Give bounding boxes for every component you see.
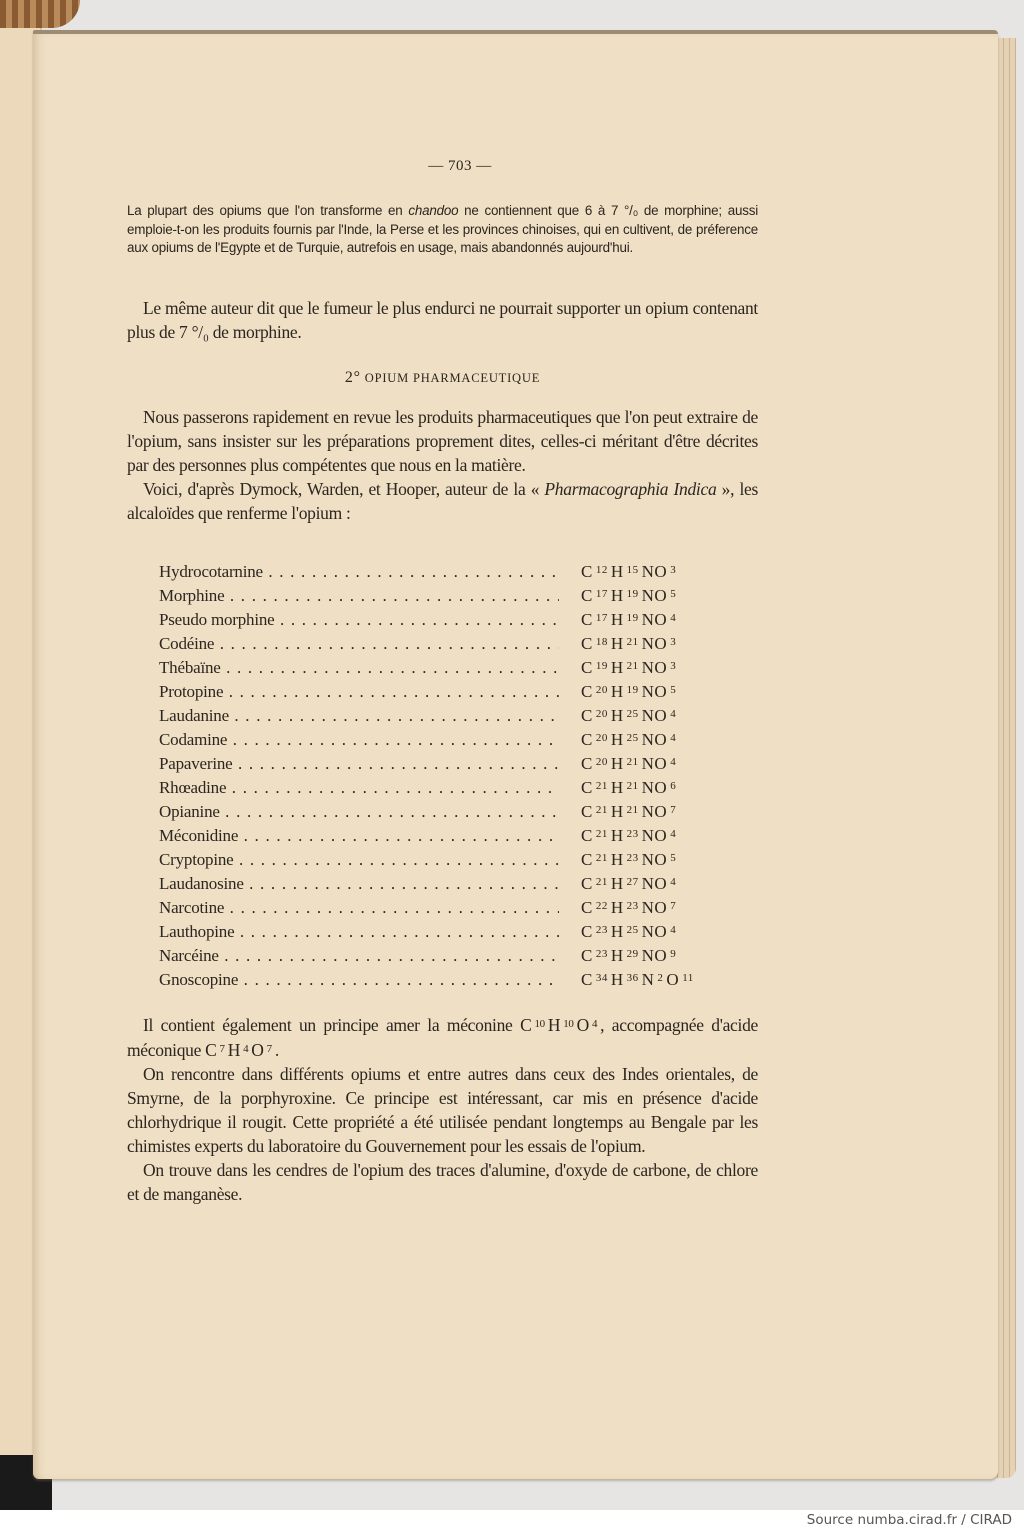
carbon-count: 34 [595, 972, 608, 984]
page-number: — 703 — [428, 158, 492, 174]
alkaloid-formula: C $^{12}$ H $^{15}$ NO $^3$ [581, 562, 677, 581]
carbon-count: 18 [595, 636, 608, 648]
alkaloid-row [159, 682, 759, 706]
carbon-count: 19 [595, 660, 608, 672]
hydrogen-count: 27 [626, 876, 639, 888]
section-number: 2° [344, 369, 361, 386]
alkaloid-row [159, 778, 759, 802]
carbon-count: 21 [595, 804, 608, 816]
source-credit: Source numba.cirad.fr / CIRAD [806, 1512, 1012, 1528]
alkaloid-row [159, 850, 759, 874]
hydrogen-count: 4 [243, 1043, 249, 1055]
quote-text-end: ne contiennent que 6 à 7 °/₀ de morphine; aussi emploie-t-on les produits fournis par l'Inde, la Perse et les provinces chinoises, qui en cultivent, de préference aux opiums de l'Egypte et de Turquie, autrefois en usage, mais abandonnés aujourd'hui. [127, 203, 758, 255]
hydrogen-count: 23 [626, 852, 639, 864]
hydrogen-count: 15 [626, 564, 639, 576]
alkaloid-name: Codéine . . . [159, 634, 559, 654]
meconic-acid-formula: C $^7$ H $^4$ O $^7$ [205, 1040, 272, 1060]
oxygen-count: 4 [670, 828, 677, 840]
oxygen-count: 7 [670, 900, 677, 912]
carbon-count: 23 [595, 948, 608, 960]
alkaloid-name: Méconidine . . . [159, 826, 559, 846]
alkaloid-row [159, 658, 759, 682]
oxygen-count: 4 [670, 732, 677, 744]
alkaloid-name: Pseudo morphine . . . [159, 610, 559, 630]
oxygen-count: 4 [670, 876, 677, 888]
paragraph-5: On rencontre dans différents opiums et entre autres dans ceux des Indes orientales, de Smyrne, de la porphyroxine. Ce principe est intéressant, car mis en présence d'acide chlorhydrique il rougit. Cette propriété a été utilisée pendant longtemps au Bengale par les chimistes experts du laboratoire du Gouvernement pour les essais de l'opium. [127, 1064, 758, 1156]
hydrogen-count: 29 [626, 948, 639, 960]
alkaloid-name: Narcéine . . . [159, 946, 559, 966]
alkaloid-name: Thébaïne . . . [159, 658, 559, 678]
alkaloid-row [159, 802, 759, 826]
hydrogen-count: 23 [626, 828, 639, 840]
alkaloid-row [159, 874, 759, 898]
body-block-1 [127, 405, 758, 525]
oxygen-count: 4 [670, 756, 677, 768]
paragraph-4-text-c: . [274, 1040, 279, 1060]
carbon-count: 23 [595, 924, 608, 936]
alkaloid-formula: C $^{20}$ H $^{25}$ NO $^4$ [581, 706, 677, 725]
paragraph-4 [127, 1012, 758, 1062]
oxygen-count: 3 [670, 660, 677, 672]
carbon-count: 20 [595, 684, 608, 696]
alkaloid-name: Papaverine . . . [159, 754, 559, 774]
hydrogen-count: 21 [626, 636, 639, 648]
carbon-count: 7 [219, 1043, 225, 1055]
alkaloid-row [159, 562, 759, 586]
alkaloid-formula: C $^{21}$ H $^{21}$ NO $^7$ [581, 802, 677, 821]
alkaloid-name: Cryptopine . . . [159, 850, 559, 870]
alkaloid-row [159, 634, 759, 658]
paragraph-6: On trouve dans les cendres de l'opium des traces d'alumine, d'oxyde de carbone, de chlore et de manganèse. [127, 1160, 758, 1204]
paragraph-3-start: Voici, d'après Dymock, Warden, et Hooper, auteur de la « [143, 479, 545, 499]
alkaloid-name: Morphine . . . [159, 586, 559, 606]
hydrogen-count: 19 [626, 684, 639, 696]
hydrogen-count: 19 [626, 588, 639, 600]
alkaloid-row [159, 610, 759, 634]
carbon-count: 21 [595, 852, 608, 864]
carbon-count: 21 [595, 876, 608, 888]
hydrogen-count: 36 [626, 972, 639, 984]
alkaloid-row [159, 706, 759, 730]
oxygen-count: 5 [670, 588, 677, 600]
meconine-formula: C $^{10}$ H $^{10}$ O $^4$ [520, 1015, 598, 1035]
oxygen-count: 7 [266, 1043, 272, 1055]
alkaloid-name: Rhœadine . . . [159, 778, 559, 798]
alkaloid-formula: C $^{23}$ H $^{25}$ NO $^4$ [581, 922, 677, 941]
alkaloid-name: Lauthopine . . . [159, 922, 559, 942]
oxygen-count: 4 [670, 924, 677, 936]
carbon-count: 22 [595, 900, 608, 912]
body-block-2 [127, 1012, 758, 1206]
oxygen-count: 5 [670, 684, 677, 696]
alkaloid-row [159, 922, 759, 946]
alkaloid-formula: C $^{20}$ H $^{21}$ NO $^4$ [581, 754, 677, 773]
section-label: OPIUM PHARMACEUTIQUE [364, 371, 541, 385]
quote-italic-term: chandoo [408, 203, 459, 218]
paragraph-3 [127, 477, 758, 525]
alkaloid-row [159, 826, 759, 850]
hydrogen-count: 25 [626, 924, 639, 936]
quote-text-start: La plupart des opiums que l'on transforme en [127, 203, 409, 218]
alkaloid-formula: C $^{19}$ H $^{21}$ NO $^3$ [581, 658, 677, 677]
alkaloid-name: Gnoscopine . . . [159, 970, 559, 990]
alkaloid-name: Protopine . . . [159, 682, 559, 702]
carbon-count: 10 [534, 1018, 545, 1030]
hydrogen-count: 25 [626, 732, 639, 744]
alkaloid-name: Opianine . . . [159, 802, 559, 822]
alkaloid-table [159, 562, 759, 994]
oxygen-count: 4 [670, 708, 677, 720]
carbon-count: 20 [595, 708, 608, 720]
paragraph-4-text-a: Il contient également un principe amer la méconine [143, 1015, 521, 1035]
book-title-italic: Pharmacographia Indica [544, 479, 717, 499]
alkaloid-name: Codamine . . . [159, 730, 559, 750]
alkaloid-formula: C $^{21}$ H $^{21}$ NO $^6$ [581, 778, 677, 797]
oxygen-count: 11 [682, 972, 694, 984]
alkaloid-formula: C $^{20}$ H $^{25}$ NO $^4$ [581, 730, 677, 749]
oxygen-count: 6 [670, 780, 677, 792]
alkaloid-name: Narcotine . . . [159, 898, 559, 918]
alkaloid-name: Laudanosine . . . [159, 874, 559, 894]
nitrogen-count: 2 [657, 972, 664, 984]
hydrogen-count: 19 [626, 612, 639, 624]
alkaloid-row [159, 586, 759, 610]
hydrogen-count: 21 [626, 660, 639, 672]
alkaloid-row [159, 730, 759, 754]
section-heading [127, 369, 758, 387]
carbon-count: 17 [595, 612, 608, 624]
quoted-paragraph [127, 202, 758, 258]
alkaloid-formula: C $^{17}$ H $^{19}$ NO $^5$ [581, 586, 677, 605]
oxygen-count: 7 [670, 804, 677, 816]
paragraph-3-end: », les alcaloïdes que renferme l'opium : [127, 479, 759, 523]
alkaloid-formula: C $^{18}$ H $^{21}$ NO $^3$ [581, 634, 677, 653]
alkaloid-formula: C $^{34}$ H $^{36}$ N $^2$ O $^{11}$ [581, 970, 694, 989]
oxygen-count: 3 [670, 636, 677, 648]
alkaloid-name: Hydrocotarnine . . . [159, 562, 559, 582]
alkaloid-row [159, 946, 759, 970]
carbon-count: 17 [595, 588, 608, 600]
paragraph-4-text-b: , accompagnée d'acide méconique [127, 1015, 758, 1060]
carbon-count: 12 [595, 564, 608, 576]
alkaloid-formula: C $^{21}$ H $^{23}$ NO $^4$ [581, 826, 677, 845]
alkaloid-name: Laudanine . . . [159, 706, 559, 726]
alkaloid-formula: C $^{21}$ H $^{23}$ NO $^5$ [581, 850, 677, 869]
carbon-count: 20 [595, 732, 608, 744]
alkaloid-formula: C $^{22}$ H $^{23}$ NO $^7$ [581, 898, 677, 917]
carbon-count: 21 [595, 828, 608, 840]
alkaloid-row [159, 898, 759, 922]
oxygen-count: 3 [670, 564, 677, 576]
hydrogen-count: 23 [626, 900, 639, 912]
oxygen-count: 4 [670, 612, 677, 624]
hydrogen-count: 21 [626, 804, 639, 816]
carbon-count: 20 [595, 756, 608, 768]
alkaloid-formula: C $^{23}$ H $^{29}$ NO $^9$ [581, 946, 677, 965]
paragraph-2: Nous passerons rapidement en revue les produits pharmaceutiques que l'on peut extraire de l'opium, sans insister sur les préparations proprement dites, celles-ci méritant d'être décrites par des personnes plus compétentes que nous en la matière. [127, 407, 758, 475]
carbon-count: 21 [595, 780, 608, 792]
alkaloid-formula: C $^{21}$ H $^{27}$ NO $^4$ [581, 874, 677, 893]
oxygen-count: 5 [670, 852, 677, 864]
alkaloid-formula: C $^{20}$ H $^{19}$ NO $^5$ [581, 682, 677, 701]
hydrogen-count: 25 [626, 708, 639, 720]
alkaloid-row [159, 970, 759, 994]
hydrogen-count: 10 [563, 1018, 574, 1030]
hydrogen-count: 21 [626, 756, 639, 768]
alkaloid-row [159, 754, 759, 778]
hydrogen-count: 21 [626, 780, 639, 792]
oxygen-count: 9 [670, 948, 677, 960]
paragraph-1: Le même auteur dit que le fumeur le plus endurci ne pourrait supporter un opium contenant plus de 7 °/₀ de morphine. [127, 298, 758, 342]
alkaloid-formula: C $^{17}$ H $^{19}$ NO $^4$ [581, 610, 677, 629]
oxygen-count: 4 [591, 1018, 598, 1030]
